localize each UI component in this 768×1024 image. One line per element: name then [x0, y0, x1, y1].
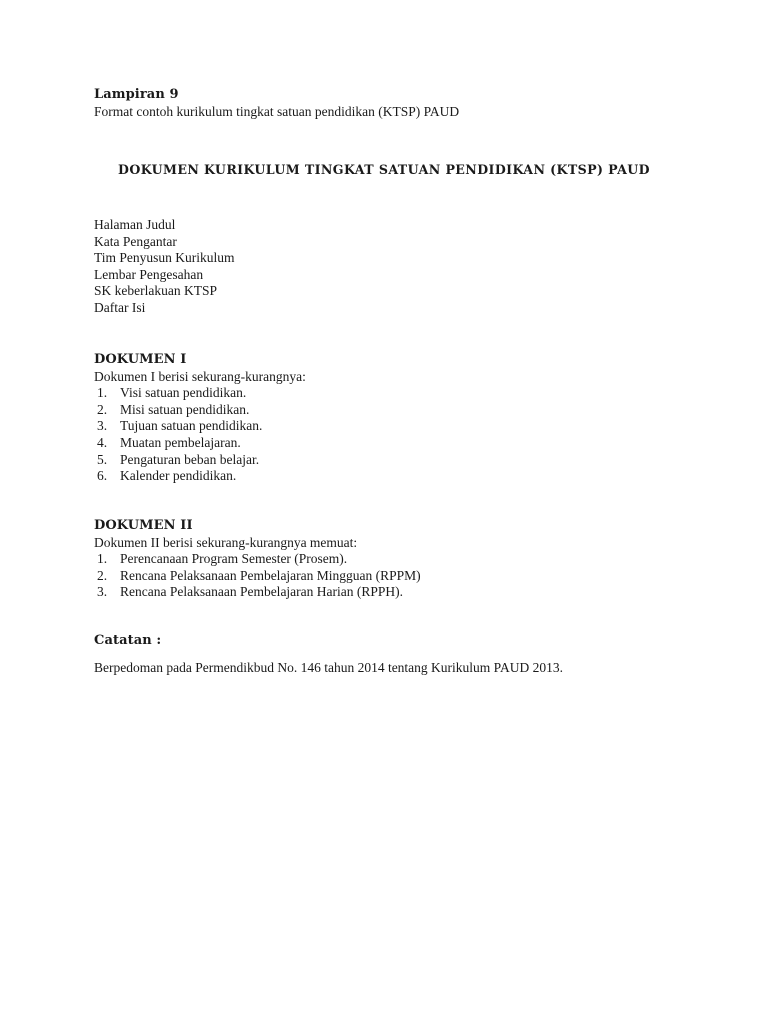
- list-number: 4.: [97, 434, 108, 450]
- list-number: 2.: [97, 401, 108, 417]
- catatan-heading: Catatan :: [94, 633, 162, 648]
- front-matter-item: SK keberlakuan KTSP: [94, 283, 217, 299]
- list-text: Perencanaan Program Semester (Prosem).: [120, 551, 348, 567]
- list-item: [94, 435, 714, 452]
- list-number: 1.: [97, 551, 108, 567]
- list-item: [94, 418, 714, 435]
- catatan-text: Berpedoman pada Permendikbud No. 146 tahun 2014 tentang Kurikulum PAUD 2013.: [94, 659, 563, 675]
- front-matter-item: Kata Pengantar: [94, 233, 177, 249]
- front-matter-item: Lembar Pengesahan: [94, 266, 204, 282]
- list-number: 6.: [97, 468, 108, 484]
- list-number: 5.: [97, 451, 108, 467]
- dokumen-2-heading: DOKUMEN II: [94, 518, 193, 533]
- list-item: [94, 468, 714, 485]
- dokumen-2-list: [94, 551, 714, 601]
- list-text: Kalender pendidikan.: [120, 468, 237, 484]
- list-number: 3.: [97, 584, 108, 600]
- front-matter-item: Halaman Judul: [94, 217, 176, 232]
- list-number: 2.: [97, 567, 108, 583]
- list-item: [94, 452, 714, 469]
- header: [94, 87, 714, 120]
- front-matter-item: Daftar Isi: [94, 299, 146, 315]
- document-title: DOKUMEN KURIKULUM TINGKAT SATUAN PENDIDIKAN (KTSP) PAUD: [118, 162, 650, 177]
- catatan-section: [94, 633, 714, 676]
- front-matter-list: [94, 217, 714, 317]
- list-number: 1.: [97, 385, 108, 401]
- list-item: [94, 385, 714, 402]
- list-text: Muatan pembelajaran.: [120, 434, 241, 450]
- dokumen-1-section: [94, 352, 714, 485]
- list-number: 3.: [97, 418, 108, 434]
- list-text: Misi satuan pendidikan.: [120, 401, 250, 417]
- list-text: Rencana Pelaksanaan Pembelajaran Mingguan (RPPM): [120, 567, 421, 583]
- list-item: [94, 568, 714, 585]
- list-text: Pengaturan beban belajar.: [120, 451, 260, 467]
- list-item: [94, 551, 714, 568]
- dokumen-2-section: [94, 518, 714, 601]
- front-matter-item: Tim Penyusun Kurikulum: [94, 250, 235, 266]
- dokumen-1-list: [94, 385, 714, 485]
- appendix-label: Lampiran 9: [94, 87, 179, 102]
- list-text: Visi satuan pendidikan.: [120, 385, 247, 401]
- list-item: [94, 584, 714, 601]
- dokumen-1-heading: DOKUMEN I: [94, 352, 187, 367]
- list-text: Tujuan satuan pendidikan.: [120, 418, 263, 434]
- list-text: Rencana Pelaksanaan Pembelajaran Harian (RPPH).: [120, 584, 404, 600]
- appendix-subtitle: Format contoh kurikulum tingkat satuan pendidikan (KTSP) PAUD: [94, 103, 460, 119]
- dokumen-2-intro: Dokumen II berisi sekurang-kurangnya memuat:: [94, 534, 358, 550]
- list-item: [94, 402, 714, 419]
- dokumen-1-intro: Dokumen I berisi sekurang-kurangnya:: [94, 368, 306, 384]
